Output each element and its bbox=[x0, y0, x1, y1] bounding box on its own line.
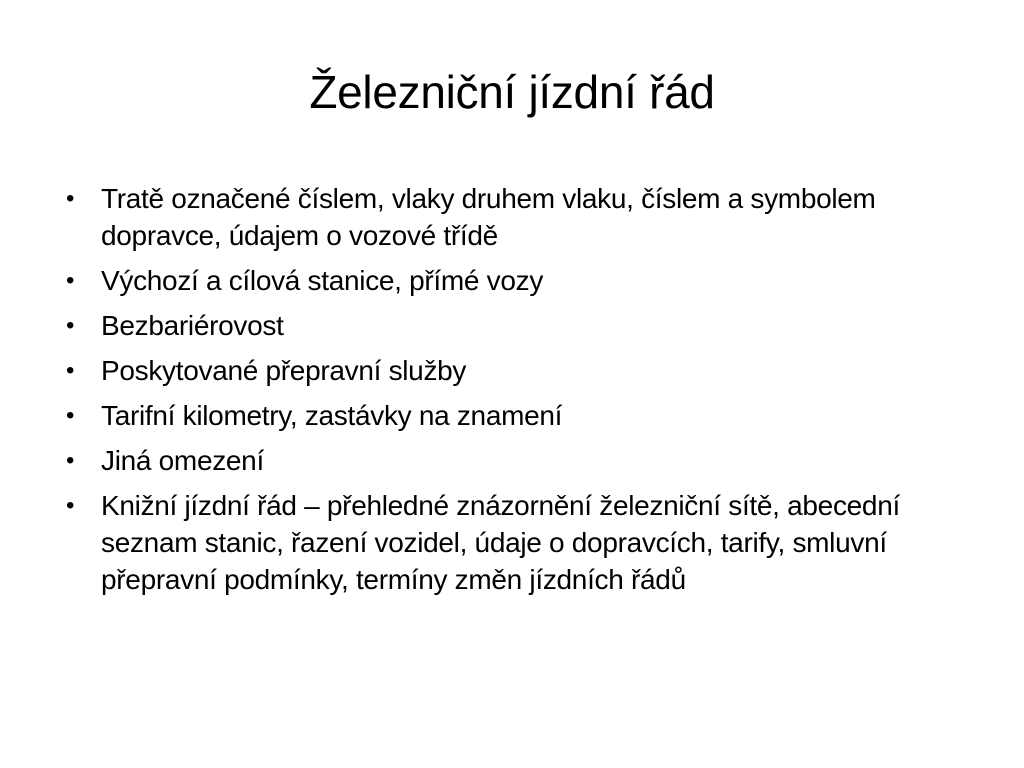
bullet-icon: • bbox=[65, 402, 75, 429]
list-item-text: Bezbariérovost bbox=[101, 310, 284, 341]
list-item-text: Výchozí a cílová stanice, přímé vozy bbox=[101, 265, 544, 296]
list-item-text: Tarifní kilometry, zastávky na znamení bbox=[101, 400, 563, 431]
list-item-text: Knižní jízdní řád – přehledné znázornění železniční sítě, abecední seznam stanic, řazení vozidel, údaje o dopravcích, tarify, smluvní přepravní podmínky, termíny změn jízdních řádů bbox=[101, 490, 900, 595]
list-item bbox=[60, 180, 965, 254]
list-item bbox=[60, 262, 965, 299]
list-item bbox=[60, 352, 965, 389]
bullet-list bbox=[60, 180, 965, 606]
list-item-text: Poskytované přepravní služby bbox=[101, 355, 467, 386]
list-item bbox=[60, 397, 965, 434]
bullet-icon: • bbox=[65, 492, 75, 519]
slide-title: Železniční jízdní řád bbox=[309, 66, 715, 118]
list-item-text: Jiná omezení bbox=[101, 445, 264, 476]
bullet-icon: • bbox=[65, 185, 75, 212]
list-item-text: Tratě označené číslem, vlaky druhem vlaku, číslem a symbolem dopravce, údajem o vozové třídě bbox=[101, 183, 876, 251]
list-item bbox=[60, 487, 965, 598]
bullet-icon: • bbox=[65, 447, 75, 474]
bullet-icon: • bbox=[65, 267, 75, 294]
list-item bbox=[60, 442, 965, 479]
list-item bbox=[60, 307, 965, 344]
bullet-icon: • bbox=[65, 357, 75, 384]
bullet-icon: • bbox=[65, 312, 75, 339]
